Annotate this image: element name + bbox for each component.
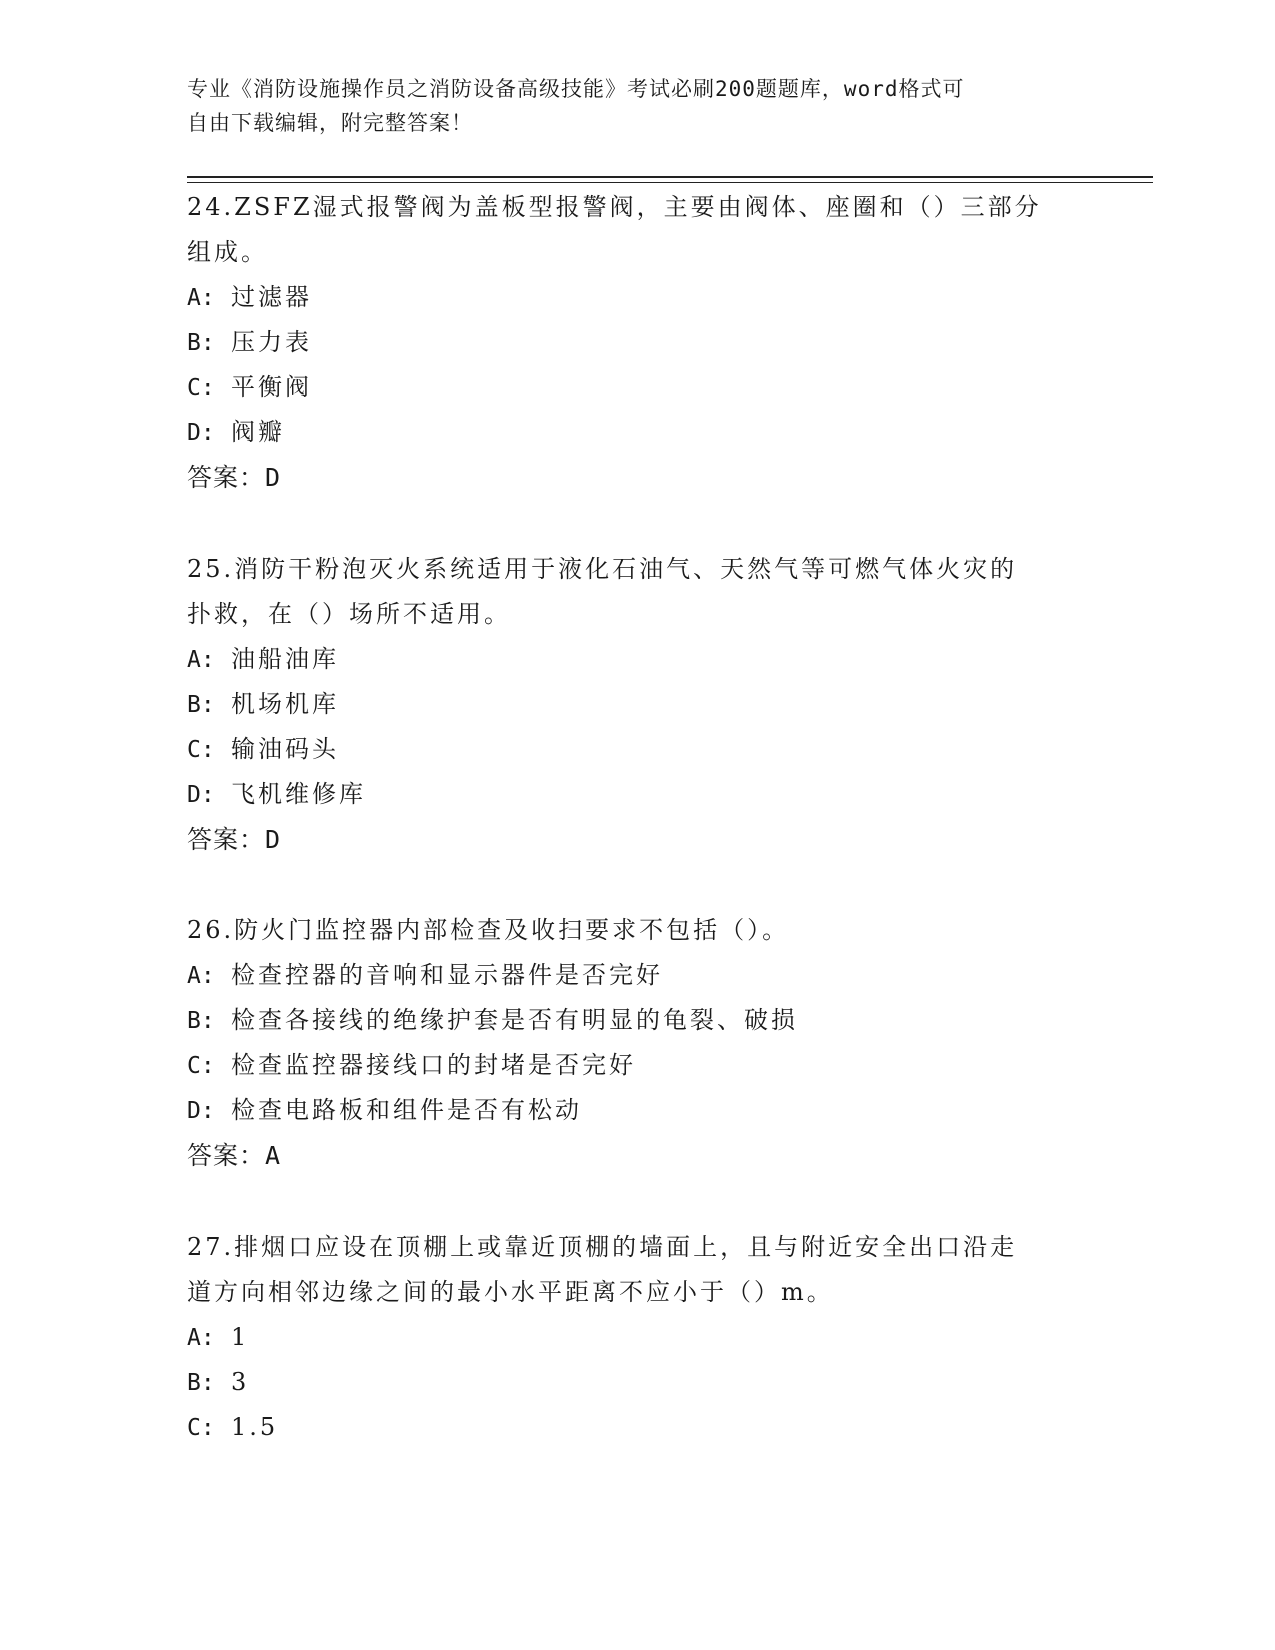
question-title-line: 组成。 [187, 238, 268, 266]
option-text: 阀瓣 [231, 418, 285, 446]
option-text: 机场机库 [231, 690, 339, 718]
option-key: A: [187, 1325, 215, 1351]
question-26 [187, 908, 1087, 1178]
question-title-line: 26.防火门监控器内部检查及收扫要求不包括（）。 [187, 916, 790, 944]
option-b [187, 1360, 1087, 1405]
answer-value: D [265, 463, 282, 492]
option-a [187, 637, 1087, 682]
option-key: A: [187, 285, 215, 311]
question-25 [187, 547, 1087, 862]
option-key: B: [187, 1008, 215, 1034]
option-text: 飞机维修库 [231, 780, 366, 808]
option-key: C: [187, 737, 215, 763]
option-key: C: [187, 1415, 215, 1441]
question-title-line: 25.消防干粉泡灭火系统适用于液化石油气、天然气等可燃气体火灾的 [187, 555, 1018, 583]
question-title-line: 27.排烟口应设在顶棚上或靠近顶棚的墙面上，且与附近安全出口沿走 [187, 1233, 1018, 1261]
answer-line [187, 1133, 1087, 1178]
option-text: 检查监控器接线口的封堵是否完好 [231, 1051, 636, 1079]
option-key: C: [187, 1053, 215, 1079]
option-d [187, 1088, 1087, 1133]
option-text: 输油码头 [231, 735, 339, 763]
option-c [187, 727, 1087, 772]
option-key: A: [187, 963, 215, 989]
answer-value: A [265, 1141, 282, 1170]
answer-label: 答案： [187, 825, 266, 854]
option-text: 1 [231, 1323, 250, 1351]
option-c [187, 365, 1087, 410]
option-a [187, 275, 1087, 320]
question-24 [187, 185, 1087, 500]
option-text: 检查各接线的绝缘护套是否有明显的龟裂、破损 [231, 1006, 798, 1034]
option-key: A: [187, 647, 215, 673]
question-title [187, 908, 1087, 953]
option-b [187, 998, 1087, 1043]
option-b [187, 320, 1087, 365]
answer-line [187, 455, 1087, 500]
question-title [187, 1225, 1087, 1315]
option-key: B: [187, 1370, 215, 1396]
question-title-line: 道方向相邻边缘之间的最小水平距离不应小于（）m。 [187, 1278, 834, 1306]
header-line-2: 自由下载编辑，附完整答案！ [187, 111, 473, 135]
question-title-line: 24.ZSFZ湿式报警阀为盖板型报警阀，主要由阀体、座圈和（）三部分 [187, 193, 1042, 221]
answer-line [187, 817, 1087, 862]
answer-label: 答案： [187, 463, 266, 492]
option-c [187, 1405, 1087, 1450]
answer-value: D [265, 825, 282, 854]
question-title [187, 185, 1087, 275]
question-27 [187, 1225, 1087, 1450]
question-title-line: 扑救，在（）场所不适用。 [187, 600, 511, 628]
option-text: 油船油库 [231, 645, 339, 673]
option-text: 平衡阀 [231, 373, 312, 401]
option-text: 3 [231, 1368, 250, 1396]
option-key: B: [187, 330, 215, 356]
option-key: D: [187, 782, 215, 808]
document-header [187, 72, 1087, 140]
option-key: C: [187, 375, 215, 401]
option-text: 压力表 [231, 328, 312, 356]
question-title [187, 547, 1087, 637]
option-a [187, 1315, 1087, 1360]
option-key: D: [187, 1098, 215, 1124]
option-text: 检查控器的音响和显示器件是否完好 [231, 961, 663, 989]
header-divider-thick [187, 176, 1153, 178]
option-b [187, 682, 1087, 727]
option-key: D: [187, 420, 215, 446]
header-line-1: 专业《消防设施操作员之消防设备高级技能》考试必刷200题题库，word格式可 [187, 77, 965, 101]
option-text: 检查电路板和组件是否有松动 [231, 1096, 582, 1124]
option-c [187, 1043, 1087, 1088]
header-divider-thin [187, 182, 1153, 183]
option-key: B: [187, 692, 215, 718]
option-text: 过滤器 [231, 283, 312, 311]
option-d [187, 772, 1087, 817]
option-d [187, 410, 1087, 455]
option-text: 1.5 [231, 1413, 279, 1441]
option-a [187, 953, 1087, 998]
answer-label: 答案： [187, 1141, 266, 1170]
